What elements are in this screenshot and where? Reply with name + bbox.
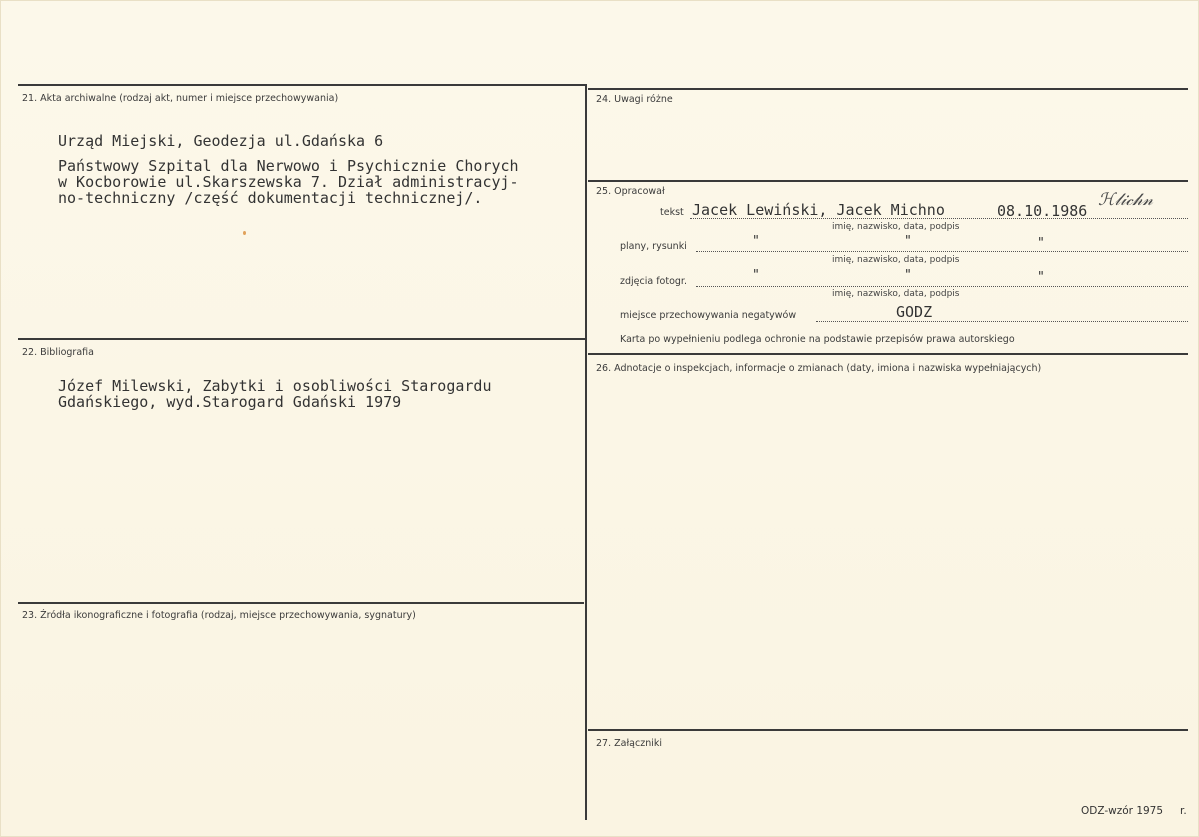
section-24-label: 24. Uwagi różne [596, 94, 673, 105]
section-21-label: 21. Akta archiwalne (rodzaj akt, numer i miejsce przechowywania) [22, 93, 339, 104]
plany-ditto-1: " [752, 234, 760, 249]
section-23-label: 23. Źródła ikonograficzne i fotografia (rodzaj, miejsce przechowywania, sygnatury) [22, 610, 416, 621]
zdjecia-line [696, 286, 1188, 287]
negatyw-label: miejsce przechowywania negatywów [620, 310, 797, 321]
plany-label: plany, rysunki [620, 241, 687, 252]
section-21-line-4: no-techniczny /część dokumentacji technicznej/. [58, 189, 483, 207]
tekst-date: 08.10.1986 [997, 202, 1088, 220]
tekst-caption: imię, nazwisko, data, podpis [832, 222, 960, 232]
rule-s22 [18, 338, 586, 340]
top-rule-left [18, 84, 586, 86]
section-22-label: 22. Bibliografia [22, 347, 94, 358]
section-21-line-2: Państwowy Szpital dla Nerwowo i Psychicznie Chorych [58, 157, 519, 175]
form-suffix: r. [1180, 805, 1187, 817]
zdjecia-ditto-2: " [904, 268, 912, 283]
negatyw-value: GODZ [896, 303, 933, 321]
zdjecia-ditto-1: " [752, 268, 760, 283]
zdjecia-caption: imię, nazwisko, data, podpis [832, 289, 960, 299]
center-divider [585, 84, 587, 820]
rule-s23 [18, 602, 584, 604]
section-26-label: 26. Adnotacje o inspekcjach, informacje o zmianach (daty, imiona i nazwiska wypełniających) [596, 363, 1042, 374]
rule-s25 [588, 180, 1188, 182]
plany-line [696, 251, 1188, 252]
section-27-label: 27. Załączniki [596, 738, 662, 749]
section-21-line-1: Urząd Miejski, Geodezja ul.Gdańska 6 [58, 132, 384, 150]
zdjecia-ditto-3: " [1037, 270, 1045, 285]
plany-ditto-2: " [904, 234, 912, 249]
plany-ditto-3: " [1037, 236, 1045, 251]
tekst-label: tekst [660, 207, 684, 218]
negatyw-line [816, 321, 1188, 322]
section-22-line-2: Gdańskiego, wyd.Starogard Gdański 1979 [58, 393, 402, 411]
top-rule-right [588, 88, 1188, 90]
form-number: ODZ-wzór 1975 [1081, 805, 1164, 817]
zdjecia-label: zdjęcia fotogr. [620, 276, 687, 287]
rule-s27 [588, 729, 1188, 731]
handwritten-signature: ℋ𝓁𝒾𝒸𝒽𝓃 [1098, 190, 1153, 210]
rule-s26 [588, 353, 1188, 355]
section-22-line-1: Józef Milewski, Zabytki i osobliwości Starogardu [58, 377, 492, 395]
copyright-note: Karta po wypełnieniu podlega ochronie na podstawie przepisów prawa autorskiego [620, 334, 1015, 345]
plany-caption: imię, nazwisko, data, podpis [832, 255, 960, 265]
section-21-line-3: w Kocborowie ul.Skarszewska 7. Dział administracyj- [58, 173, 519, 191]
tekst-value: Jacek Lewiński, Jacek Michno [692, 201, 945, 219]
section-25-label: 25. Opracował [596, 186, 665, 197]
paper-speck [243, 231, 246, 235]
